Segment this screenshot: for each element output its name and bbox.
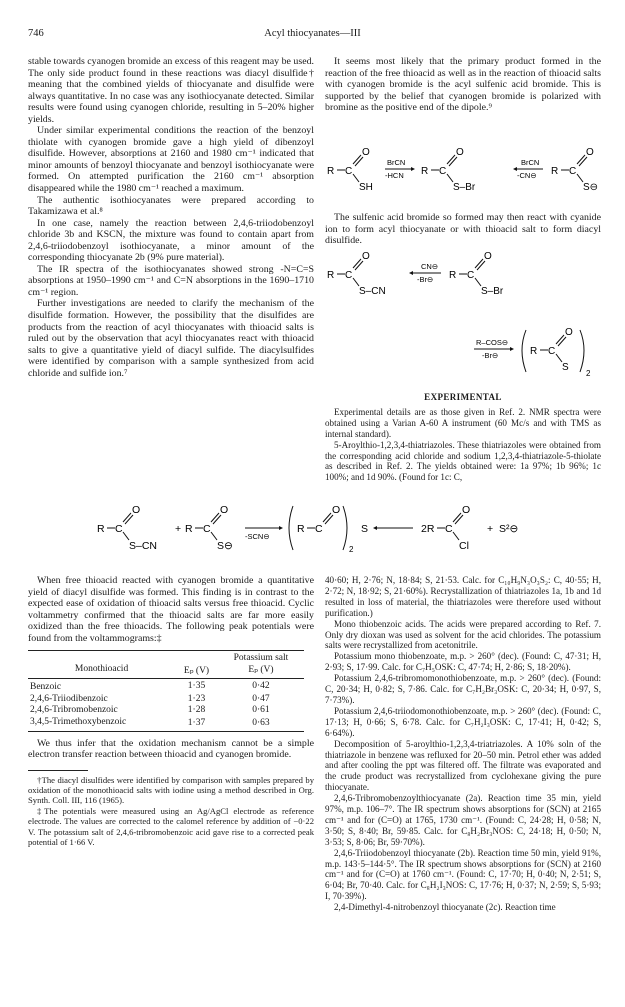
scheme-o: O [132,504,141,516]
page-number: 746 [28,28,44,39]
scheme-loss-br: -Br⊖ [417,275,434,284]
scheme-s-br: S–Br [481,286,504,297]
scheme-r: R [327,166,335,177]
paragraph: Potassium 2,4,6-tribromomonothiobenzoate, m.p. > 260° (dec). (Found: C, 20·34; H, 0·82; S, 7·86. Calc. for C₇H₂Br₃OSK: C, 20·34; H, 0·97, S, 7·73%). [325,673,601,705]
paragraph: In one case, namely the reaction between 2,4,6-triiodobenzoyl chloride 3b and KSCN, the mixture was found to contain apart from 2,4,6-triiodobenzoyl isothiocyanate, a minor amount of the corresponding thiocyanate 2b (9% pure material). [28,217,314,264]
reaction-scheme-diacyl-sulfide [95,494,535,564]
right-column-top [325,56,601,114]
table-row [28,717,304,731]
scheme-reagent-rcos: R–COS⊖ [476,338,509,347]
scheme-s: S [361,523,369,535]
footnote-double-dagger: ‡The potentials were measured using an Ag/AgCl electrode as reference electrode. The values are corrected to the calomel reference by addition of −0·22 V. The potassium salt of 2,4,6-tribromobenzoic acid gave rise to a corrected peak potential of 1·66 V. [28,805,314,848]
scheme-o: O [220,504,229,516]
paragraph: stable towards cyanogen bromide an excess of this reagent may be used. The only side product found in these reactions was diacyl disulfide† meaning that the combined yields of thiocyanate and disulfide were always quantitative. In no case was any isothiocyanate detected. Similar results were found using cyanogen chloride, resulting in 5–20% higher yields. [28,56,314,125]
scheme-c: C [315,523,323,535]
peak-potential-table [28,650,304,731]
reaction-scheme-sulfenyl-bromide [325,140,605,200]
paragraph: Decomposition of 5-aroylthio-1,2,3,4-triatriazoles. A 10% soln of the thiatriazole in benzene was refluxed for 20–50 min. Petrol ether was added and after cooling the ppt was filtered off. The filtrate was evaporated and the crude product was recrystallized from cyclohexane giving the pure thiocyanate. [325,738,601,793]
table-header-ep-salt: Eₚ (V) [248,664,274,675]
scheme-plus: + [175,523,182,535]
table-cell-ep: 1·28 [187,705,206,716]
table-cell-acid: 2,4,6-Triiodibenzoic [30,693,108,704]
table-header-ep: Eₚ (V) [183,665,210,676]
scheme-s-br: S–Br [453,182,476,193]
paragraph: We thus infer that the oxidation mechanism cannot be a simple electron transfer reaction between thioacid and cyanogen bromide. [28,737,314,761]
paragraph: 2,4-Dimethyl-4-nitrobenzoyl thiocyanate (2c). Reaction time [334,902,556,913]
scheme-reagent-brcn: BrCN [521,158,540,167]
paragraph: Potassium 2,4,6-triiodomonothiobenzoate, m.p. > 260° (dec). (Found: C, 17·13; H, 0·66; S, 6·78. Calc. for C₇H₂I₃OSK: C, 17·41; H, 0·42; S, 6·64%). [325,705,601,738]
scheme-loss-scn: -SCN⊖ [245,532,270,541]
scheme-reagent-cn: CN⊖ [421,262,439,271]
scheme-plus: + [487,523,494,535]
scheme-subscript-2: 2 [349,545,354,554]
table-cell-ep-salt: 0·47 [252,693,270,704]
scheme-loss-cn: -CN⊖ [517,171,537,180]
right-column-bottom [325,575,601,913]
scheme-c: C [115,523,123,535]
scheme-s-minus: S⊖ [583,182,599,193]
scheme-loss-hcn: -HCN [385,171,404,180]
scheme-c: C [345,270,353,281]
table-row [28,705,304,717]
paragraph: Under similar experimental conditions the reaction of the benzoyl thiolate with cyanogen bromide gave a high yield of dibenzoyl disulfide. However, absorptions at 2160 and 1980 cm⁻¹ indicated that minor amounts of benzoyl thiocyanate and benzoyl isothiocyanate were formed. On attempted purification the 2160 cm⁻¹ absorption disappeared while the 1980 cm⁻¹ reached a maximum. [28,125,314,195]
scheme-o: O [565,327,573,338]
scheme-c: C [439,166,447,177]
reaction-scheme-thiocyanate [325,244,525,304]
scheme-c: C [467,270,475,281]
footnote-rule [28,770,88,771]
scheme-o: O [586,147,594,158]
running-header [28,28,597,42]
table-cell-ep-salt: 0·42 [252,680,270,691]
scheme-o: O [362,147,370,158]
paragraph: 40·60; H, 2·76; N, 18·84; S, 21·53. Calc. for C₁₀H₉N₃O₃S₂: C, 40·55; H, 2·72; N, 18·92; S, 21·60%). Recrystallization of thiatriazoles 1a, 1b and 1d resulted in loss of material, the thiatriazoles were therefore used without purification.) [325,575,601,618]
paragraph: Potassium mono thiobenzoate, m.p. > 260° (dec). (Found: C, 47·31; H, 2·93; S, 17·99. Calc. for C₇H₅OSK: C, 47·74; H, 2·86; S, 18·20%). [325,651,601,673]
scheme-loss-br: -Br⊖ [482,351,499,360]
scheme-r: R [185,523,193,535]
scheme-r: R [449,270,457,281]
table-cell-ep: 1·23 [187,693,206,704]
running-title: Acyl thiocyanates—III [264,28,361,39]
table-cell-acid: 2,4,6-Tribromobenzoic [30,705,118,716]
scheme-s-cn: S–CN [359,286,386,297]
scheme-r: R [421,166,429,177]
paragraph: Further investigations are needed to clarify the mechanism of the disulfide formation. However, the possibility that the disulfides are products from the reaction of acyl thiocyanates with thioacid salts is ruled out by the observation that acyl thiocyanates react with thioacid salts to give a quantitative yield of diacyl sulfide. The diacylsulfides were identified by comparison with a sample synthesized from acid chloride and sulfide ion.⁷ [28,298,314,379]
scheme-r: R [551,166,559,177]
scheme-sh: SH [359,182,373,193]
table-cell-ep: 1·37 [187,718,206,729]
paragraph: Experimental details are as those given in Ref. 2. NMR spectra were obtained using a Varian A-60 A instrument (60 Mc/s and with TMS as internal standard). [325,406,601,439]
scheme-c: C [445,523,453,535]
paragraph: Mono thiobenzoic acids. The acids were prepared according to Ref. 7. Only dry dioxan was used as solvent for the acid chlorides. The potassium salts were recrystallized from acetonitrile. [325,618,601,651]
scheme-r: R [327,270,335,281]
scheme-o: O [332,504,341,516]
paragraph: The IR spectra of the isothiocyanates showed strong -N=C=S absorptions at 1950–1990 cm⁻¹ and C=N absorptions in the 1690–1710 cm⁻¹ region. [28,263,314,298]
scheme-2r: 2R [421,523,435,535]
scheme-sulfide-ion: S²⊖ [499,523,519,535]
scheme-reagent-brcn: BrCN [387,158,406,167]
table-cell-acid: 3,4,5-Trimethoxybenzoic [30,717,127,728]
scheme-cl: Cl [459,540,469,552]
paragraph: It seems most likely that the primary product formed in the reaction of the free thioacid as well as in the reaction of thioacid salts with cyanogen bromide is the acyl sulfenic acid bromide. This is supported by the belief that cyanogen bromide is polarized with bromine as the positive end of the dipole.⁹ [325,56,601,114]
table-cell-ep-salt: 0·61 [252,705,270,716]
paragraph: The authentic isothiocyanates were prepared according to Takamizawa et al.⁸ [28,194,314,218]
scheme-r: R [530,346,538,357]
paragraph: The sulfenic acid bromide so formed may then react with cyanide ion to form acyl thiocyanate or with thioacid salt to form diacyl disulfide. [325,212,601,247]
scheme-s: S [562,362,569,373]
table-row [28,679,304,694]
paragraph: When free thioacid reacted with cyanogen bromide a quantitative yield of diacyl disulfide was formed. This finding is in contrast to the expected ease of oxidation of thioacid salts versus free thioacid. Cyclic voltammetry confirmed that the thioacid salts are far more easily oxidized than the free thioacids. The following peak potentials were found from the voltammograms:‡ [28,575,314,644]
reaction-scheme-disulfide [470,320,605,382]
scheme-o: O [462,504,471,516]
scheme-s-minus: S⊖ [217,540,233,552]
table-row [28,694,304,706]
paragraph: 5-Aroylthio-1,2,3,4-thiatriazoles. These thiatriazoles were obtained from the corresponding acid chloride and sodium 1,2,3,4-thiatriazole-5-thiolate as described in Ref. 2. The yields obtained were: 1a 97%; 1b 96%; 1c 100%; and 1d 90%. (Found for 1c: C, [325,439,601,483]
scheme-o: O [362,251,370,262]
footnote-dagger: †The diacyl disulfides were identified by comparison with samples prepared by oxidation of the monothioacid salts with iodine using a method described in Org. Synth. Coll. III, 116 (1965). [28,774,314,806]
left-column-top [28,56,314,379]
table-cell-ep-salt: 0·63 [252,718,270,729]
scheme-o: O [456,147,464,158]
scheme-c: C [345,166,353,177]
scheme-o: O [484,251,492,262]
scheme-s-cn: S–CN [129,540,158,552]
paragraph: 2,4,6-Tribromobenzoylthiocyanate (2a). Reaction time 35 min, yield 97%, m.p. 106–7°. The IR spectrum shows absorptions for (SCN) at 2165 cm⁻¹ and for (C=O) at 1765, 1730 cm⁻¹. (Found: C, 24·28; H, 0·58; N, 3·50; S, 8·40; Br, 59·85. Calc. for C₈H₂Br₃NOS: C, 24·18; H, 0·50; N, 3·53; S, 8·06; Br, 59·70%). [325,793,601,847]
section-heading-experimental: EXPERIMENTAL [424,392,502,402]
scheme-r: R [97,523,105,535]
scheme-c: C [569,166,577,177]
paragraph: 2,4,6-Triiodobenzoyl thiocyanate (2b). Reaction time 50 min, yield 91%, m.p. 143·5–144·5°. The IR spectrum shows absorptions for (SCN) at 2160 cm⁻¹ and for (C=O) at 1760 cm⁻¹. (Found: C, 17·70; H, 0·40; N, 2·51; S, 6·04; Br, 70·40. Calc. for C₈H₂I₃NOS: C, 17·76; H, 0·37; N, 2·59; S, 5·93; I, 70·39%). [325,847,601,902]
table-header-monothioacid: Monothioacid [74,664,129,675]
scheme-r: R [297,523,305,535]
table-cell-ep: 1·35 [187,680,206,691]
scheme-c: C [548,346,556,357]
scheme-c: C [203,523,211,535]
experimental-section [325,386,601,483]
scheme-subscript-2: 2 [586,369,591,378]
table-header-potassium-salt: Potassium salt [233,653,289,664]
table-cell-acid: Benzoic [30,682,62,693]
right-column-mid [325,212,601,247]
left-column-bottom [28,575,314,848]
